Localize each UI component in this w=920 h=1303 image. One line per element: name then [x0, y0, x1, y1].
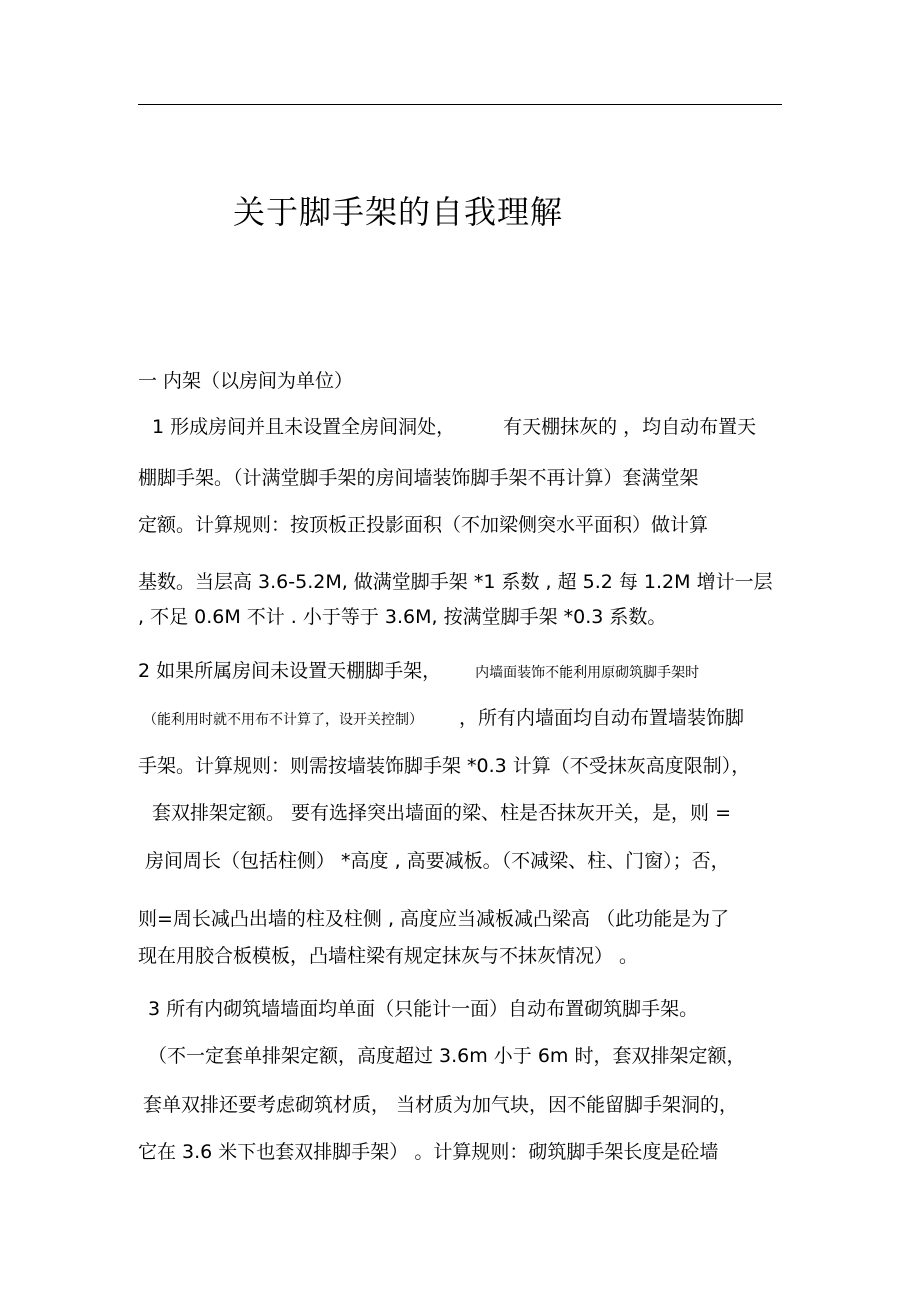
- document-title: 关于脚手架的自我理解: [233, 193, 564, 231]
- p3-line1: 3 所有内砌筑墙墙面均单面（只能计一面）自动布置砌筑脚手架。: [148, 998, 699, 1020]
- p2-line1: [138, 658, 699, 686]
- p2-line1-a: 2 如果所属房间未设置天棚脚手架，: [138, 660, 442, 682]
- p1-line5: , 不足 0.6M 不计 . 小于等于 3.6M, 按满堂脚手架 *0.3 系数。: [138, 606, 667, 628]
- p1-line3: 定额。计算规则：按顶板正投影面积（不加梁侧突水平面积）做计算: [138, 514, 709, 536]
- section-heading-inner-scaffold: 一 内架（以房间为单位）: [138, 370, 354, 392]
- p1-line1-a: 1 形成房间并且未设置全房间洞处，: [152, 416, 456, 438]
- p2-line3: 手架。计算规则：则需按墙装饰脚手架 *0.3 计算（不受抹灰高度限制），: [138, 755, 751, 777]
- p1-line2: 棚脚手架。（计满堂脚手架的房间墙装饰脚手架不再计算）套满堂架: [138, 467, 699, 489]
- p3-line4: 它在 3.6 米下也套双排脚手架） 。计算规则：砌筑脚手架长度是砼墙: [138, 1141, 719, 1163]
- p2-line2-b: ，所有内墙面均自动布置墙装饰脚: [459, 707, 745, 729]
- p2-line2: [143, 705, 744, 733]
- p3-line3: 套单双排还要考虑砌筑材质， 当材质为加气块，因不能留脚手架洞的，: [143, 1094, 739, 1116]
- p2-line6: 则=周长减凸出墙的柱及柱侧 , 高度应当减板减凸梁高 （此功能是为了: [138, 908, 730, 930]
- p2-line7: 现在用胶合板模板，凸墙柱梁有规定抹灰与不抹灰情况） 。: [138, 945, 639, 967]
- top-rule: [138, 104, 782, 105]
- p2-line5: 房间周长（包括柱侧） *高度 , 高要减板。（不减梁、柱、门窗）；否，: [145, 850, 730, 872]
- p3-line2: （不一定套单排架定额，高度超过 3.6m 小于 6m 时，套双排架定额，: [148, 1045, 746, 1067]
- p2-line1-b: 内墙面装饰不能利用原砌筑脚手架时: [475, 665, 700, 681]
- p1-line4: 基数。当层高 3.6-5.2M, 做满堂脚手架 *1 系数 , 超 5.2 每 1.2M 增计一层: [138, 571, 773, 593]
- p1-line1-b: 有天棚抹灰的 ，均自动布置天: [503, 416, 757, 438]
- p1-line1: [152, 414, 756, 440]
- p2-line2-a: （能利用时就不用布不计算了，设开关控制）: [143, 712, 423, 728]
- p2-line4: 套双排架定额。 要有选择突出墙面的梁、柱是否抹灰开关，是，则 =: [152, 802, 732, 824]
